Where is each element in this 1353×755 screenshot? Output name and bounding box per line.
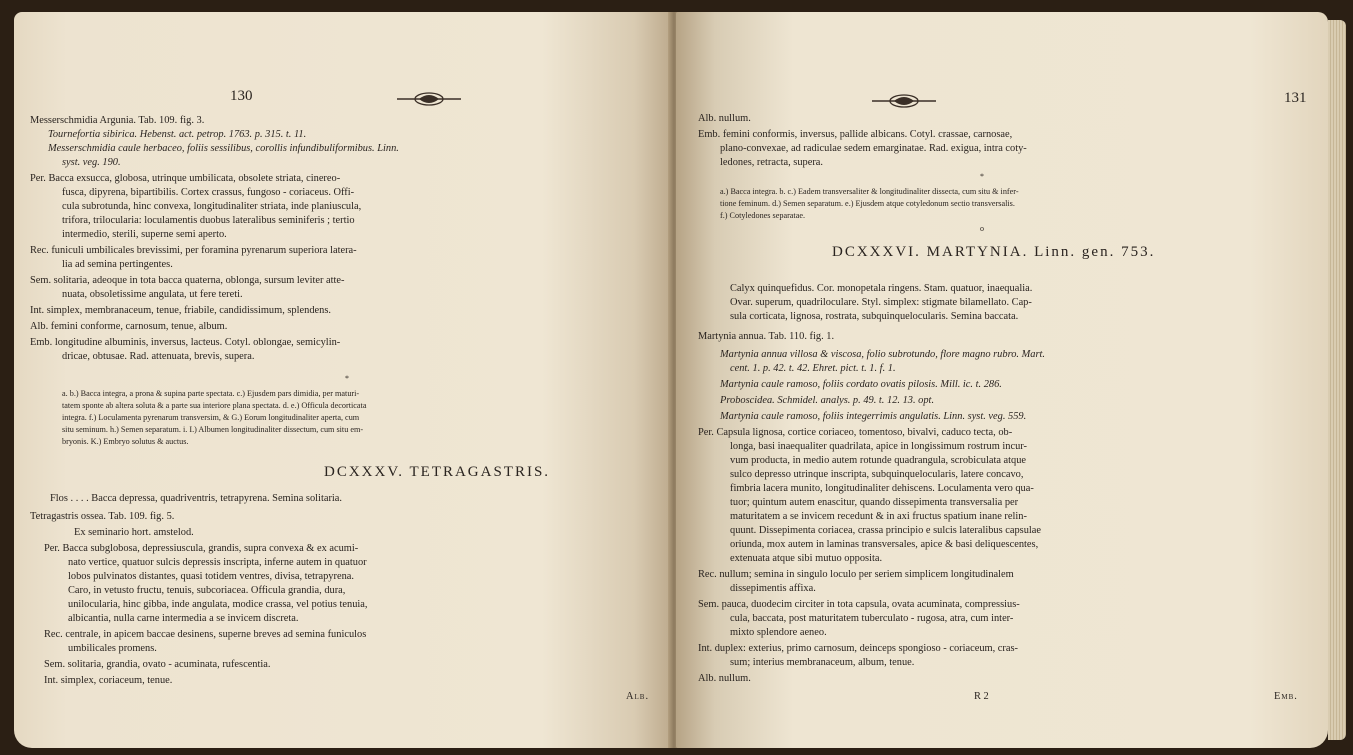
text-line: plano-convexae, ad radiculae sedem emarginatae. Rad. exigua, intra coty- (720, 143, 1027, 154)
left-page (14, 12, 674, 748)
text-line: Rec. nullum; semina in singulo loculo per seriem simplicem longitudinalem (698, 569, 1014, 580)
text-line: Rec. centrale, in apicem baccae desinens, superne breves ad semina funiculos (44, 629, 367, 640)
text-line: tuor; quintum autem enascitur, quando dissepimenta transversalia per (730, 497, 1019, 508)
footnote-line: f.) Cotyledones separatae. (720, 211, 806, 220)
page-number: 130 (230, 88, 253, 104)
footnote-line: bryonis. K.) Embryo solutus & auctus. (62, 437, 189, 446)
footnote-line: tatem sponte ab altera soluta & a parte sua interiore plana spectata. d. e.) Officula decorticata (62, 401, 367, 410)
text-line: Tetragastris ossea. Tab. 109. fig. 5. (30, 511, 175, 522)
text-line: albicantia, nulla carne intermedia a se invicem discreta. (68, 613, 299, 624)
text-line: fimbria lacera munito, longitudinaliter dehiscens. Loculamenta vero qua- (730, 483, 1034, 494)
text-line: fusca, dipyrena, bipartibilis. Cortex crassus, fungoso - coriaceus. Offi- (62, 187, 355, 198)
text-line: unilocularia, hinc gibba, inde angulata, modice crassa, vel potius tenuia, (68, 599, 368, 610)
text-line: intermedio, sterili, superne semi aperto. (62, 229, 227, 240)
footnote-line: integra. f.) Loculamenta pyrenarum transversim, & G.) Eorum longitudinaliter aperta, cum (62, 413, 360, 422)
footnote-line: a. b.) Bacca integra, a prona & supina parte spectata. c.) Ejusdem pars dimidia, per maturi- (62, 389, 360, 398)
text-line: Sem. solitaria, grandia, ovato - acuminata, rufescentia. (44, 659, 271, 670)
text-line: Proboscidea. Schmidel. analys. p. 49. t. 12. 13. opt. (720, 395, 935, 406)
ornament-icon (397, 92, 461, 106)
page-edges (1328, 20, 1346, 740)
catchword: Alb. (626, 691, 650, 702)
text-line: Int. simplex, coriaceum, tenue. (44, 675, 173, 686)
text-line: umbilicales promens. (68, 643, 157, 654)
asterisk: * (345, 374, 349, 383)
text-line: dricae, obtusae. Rad. attenuata, brevis, supera. (62, 351, 255, 362)
text-line: dissepimentis affixa. (730, 583, 816, 594)
text-line: Messerschmidia Argunia. Tab. 109. fig. 3. (30, 115, 205, 126)
footnote-line: tione feminum. d.) Semen separatum. e.) Ejusdem atque cotyledonum sectio transversalis. (720, 199, 1015, 208)
text-line: vum producta, in medio autem rotunde quadrangula, scrobiculata atque (730, 455, 1027, 466)
text-line: sulco depresso utrinque inscripta, subquinquelocularis, latere concavo, (730, 469, 1024, 480)
asterisk: o (980, 224, 984, 233)
right-page (676, 12, 1328, 748)
text-line: Emb. femini conformis, inversus, pallide albicans. Cotyl. crassae, carnosae, (698, 129, 1013, 140)
text-line: cula, baccata, post maturitatem tuberculato - rugosa, atra, cum inter- (730, 613, 1014, 624)
text-line: longa, basi inaequaliter quadrilata, apice in longissimum rostrum incur- (730, 441, 1028, 452)
text-line: sum; interius membranaceum, album, tenue. (730, 657, 915, 668)
text-line: Martynia caule ramoso, foliis integerrimis angulatis. Linn. syst. veg. 559. (720, 411, 1027, 422)
catchword: Emb. (1274, 691, 1298, 702)
page-number: 131 (1284, 90, 1307, 106)
signature-mark: R 2 (974, 691, 989, 702)
text-line: Per. Bacca exsucca, globosa, utrinque umbilicata, obsolete striata, cinereo- (30, 173, 341, 184)
text-line: Emb. longitudine albuminis, inversus, lacteus. Cotyl. oblongae, semicylin- (30, 337, 341, 348)
text-line: lia ad semina pertingentes. (62, 259, 173, 270)
text-line: maturitatem a se invicem recedunt & in axi fructus spatium inane relin- (730, 511, 1027, 522)
text-line: Flos . . . . Bacca depressa, quadriventris, tetrapyrena. Semina solitaria. (50, 493, 343, 504)
text-line: trifora, trilocularia: loculamentis duobus lateralibus seminiferis ; tertio (62, 215, 355, 226)
text-line: Ex seminario hort. amstelod. (74, 527, 194, 538)
text-line: Per. Capsula lignosa, cortice coriaceo, tomentoso, bivalvi, caduco tecta, ob- (698, 427, 1013, 438)
text-line: Rec. funiculi umbilicales brevissimi, per foramina pyrenarum superiora latera- (30, 245, 357, 256)
text-line: Alb. femini conforme, carnosum, tenue, album. (30, 321, 228, 332)
text-line: Tournefortia sibirica. Hebenst. act. petrop. 1763. p. 315. t. 11. (48, 129, 307, 140)
text-line: extenuata atque sibi mutuo opposita. (730, 553, 883, 564)
text-line: syst. veg. 190. (62, 157, 121, 168)
text-line: Messerschmidia caule herbaceo, foliis sessilibus, corollis infundibuliformibus. Linn. (48, 143, 399, 154)
text-line: Ovar. superum, quadriloculare. Styl. simplex: stigmate bilamellato. Cap- (730, 297, 1032, 308)
text-line: lobos pulvinatos distantes, quasi totidem ventres, divisa, tetrapyrena. (68, 571, 354, 582)
text-line: Caro, in vetusto fructu, tenuis, subcoriacea. Officula grandia, dura, (68, 585, 346, 596)
text-line: mixto splendore aeneo. (730, 627, 827, 638)
section-title: DCXXXVI. MARTYNIA. Linn. gen. 753. (832, 244, 1156, 260)
text-line: Martynia caule ramoso, foliis cordato ovatis pilosis. Mill. ic. t. 286. (720, 379, 1002, 390)
text-line: sula corticata, lignosa, rostrata, subquinquelocularis. Semina baccata. (730, 311, 1019, 322)
text-line: Sem. pauca, duodecim circiter in tota capsula, ovata acuminata, compressius- (698, 599, 1020, 610)
text-line: Sem. solitaria, adeoque in tota bacca quaterna, oblonga, sursum leviter atte- (30, 275, 345, 286)
text-line: Alb. nullum. (698, 673, 751, 684)
text-line: cent. 1. p. 42. t. 42. Ehret. pict. t. 1. f. 1. (730, 363, 896, 374)
footnote-line: a.) Bacca integra. b. c.) Eadem transversaliter & longitudinaliter dissecta, cum situ & infer- (720, 187, 1019, 196)
text-line: Calyx quinquefidus. Cor. monopetala ringens. Stam. quatuor, inaequalia. (730, 283, 1033, 294)
ornament-icon (872, 94, 936, 108)
text-line: cula subrotunda, hinc convexa, longitudinaliter striata, inde planiuscula, (62, 201, 362, 212)
text-line: quunt. Dissepimenta coriacea, crassa principio e sulcis lateralibus capsulae (730, 525, 1042, 536)
text-line: Alb. nullum. (698, 113, 751, 124)
text-line: ledones, retracta, supera. (720, 157, 823, 168)
text-line: Int. duplex: exterius, primo carnosum, deinceps spongioso - coriaceum, cras- (698, 643, 1018, 654)
asterisk: * (980, 172, 984, 181)
text-line: Martynia annua. Tab. 110. fig. 1. (698, 331, 835, 342)
footnote-line: situ seminum. h.) Semen separatum. i. I.) Albumen longitudinaliter dissectum, cum situ em- (62, 425, 364, 434)
text-line: Per. Bacca subglobosa, depressiuscula, grandis, supra convexa & ex acumi- (44, 543, 359, 554)
text-line: nato vertice, quatuor sulcis depressis inscripta, inferne autem in quatuor (68, 557, 367, 568)
text-line: Int. simplex, membranaceum, tenue, friabile, candidissimum, splendens. (30, 305, 331, 316)
text-line: Martynia annua villosa & viscosa, folio subrotundo, flore magno rubro. Mart. (720, 349, 1045, 360)
text-line: oriunda, mox autem in laminas transversales, apice & basi deliquescentes, (730, 539, 1039, 550)
text-line: nuata, obsoletissime angulata, ut fere tereti. (62, 289, 243, 300)
section-title: DCXXXV. TETRAGASTRIS. (324, 464, 551, 480)
